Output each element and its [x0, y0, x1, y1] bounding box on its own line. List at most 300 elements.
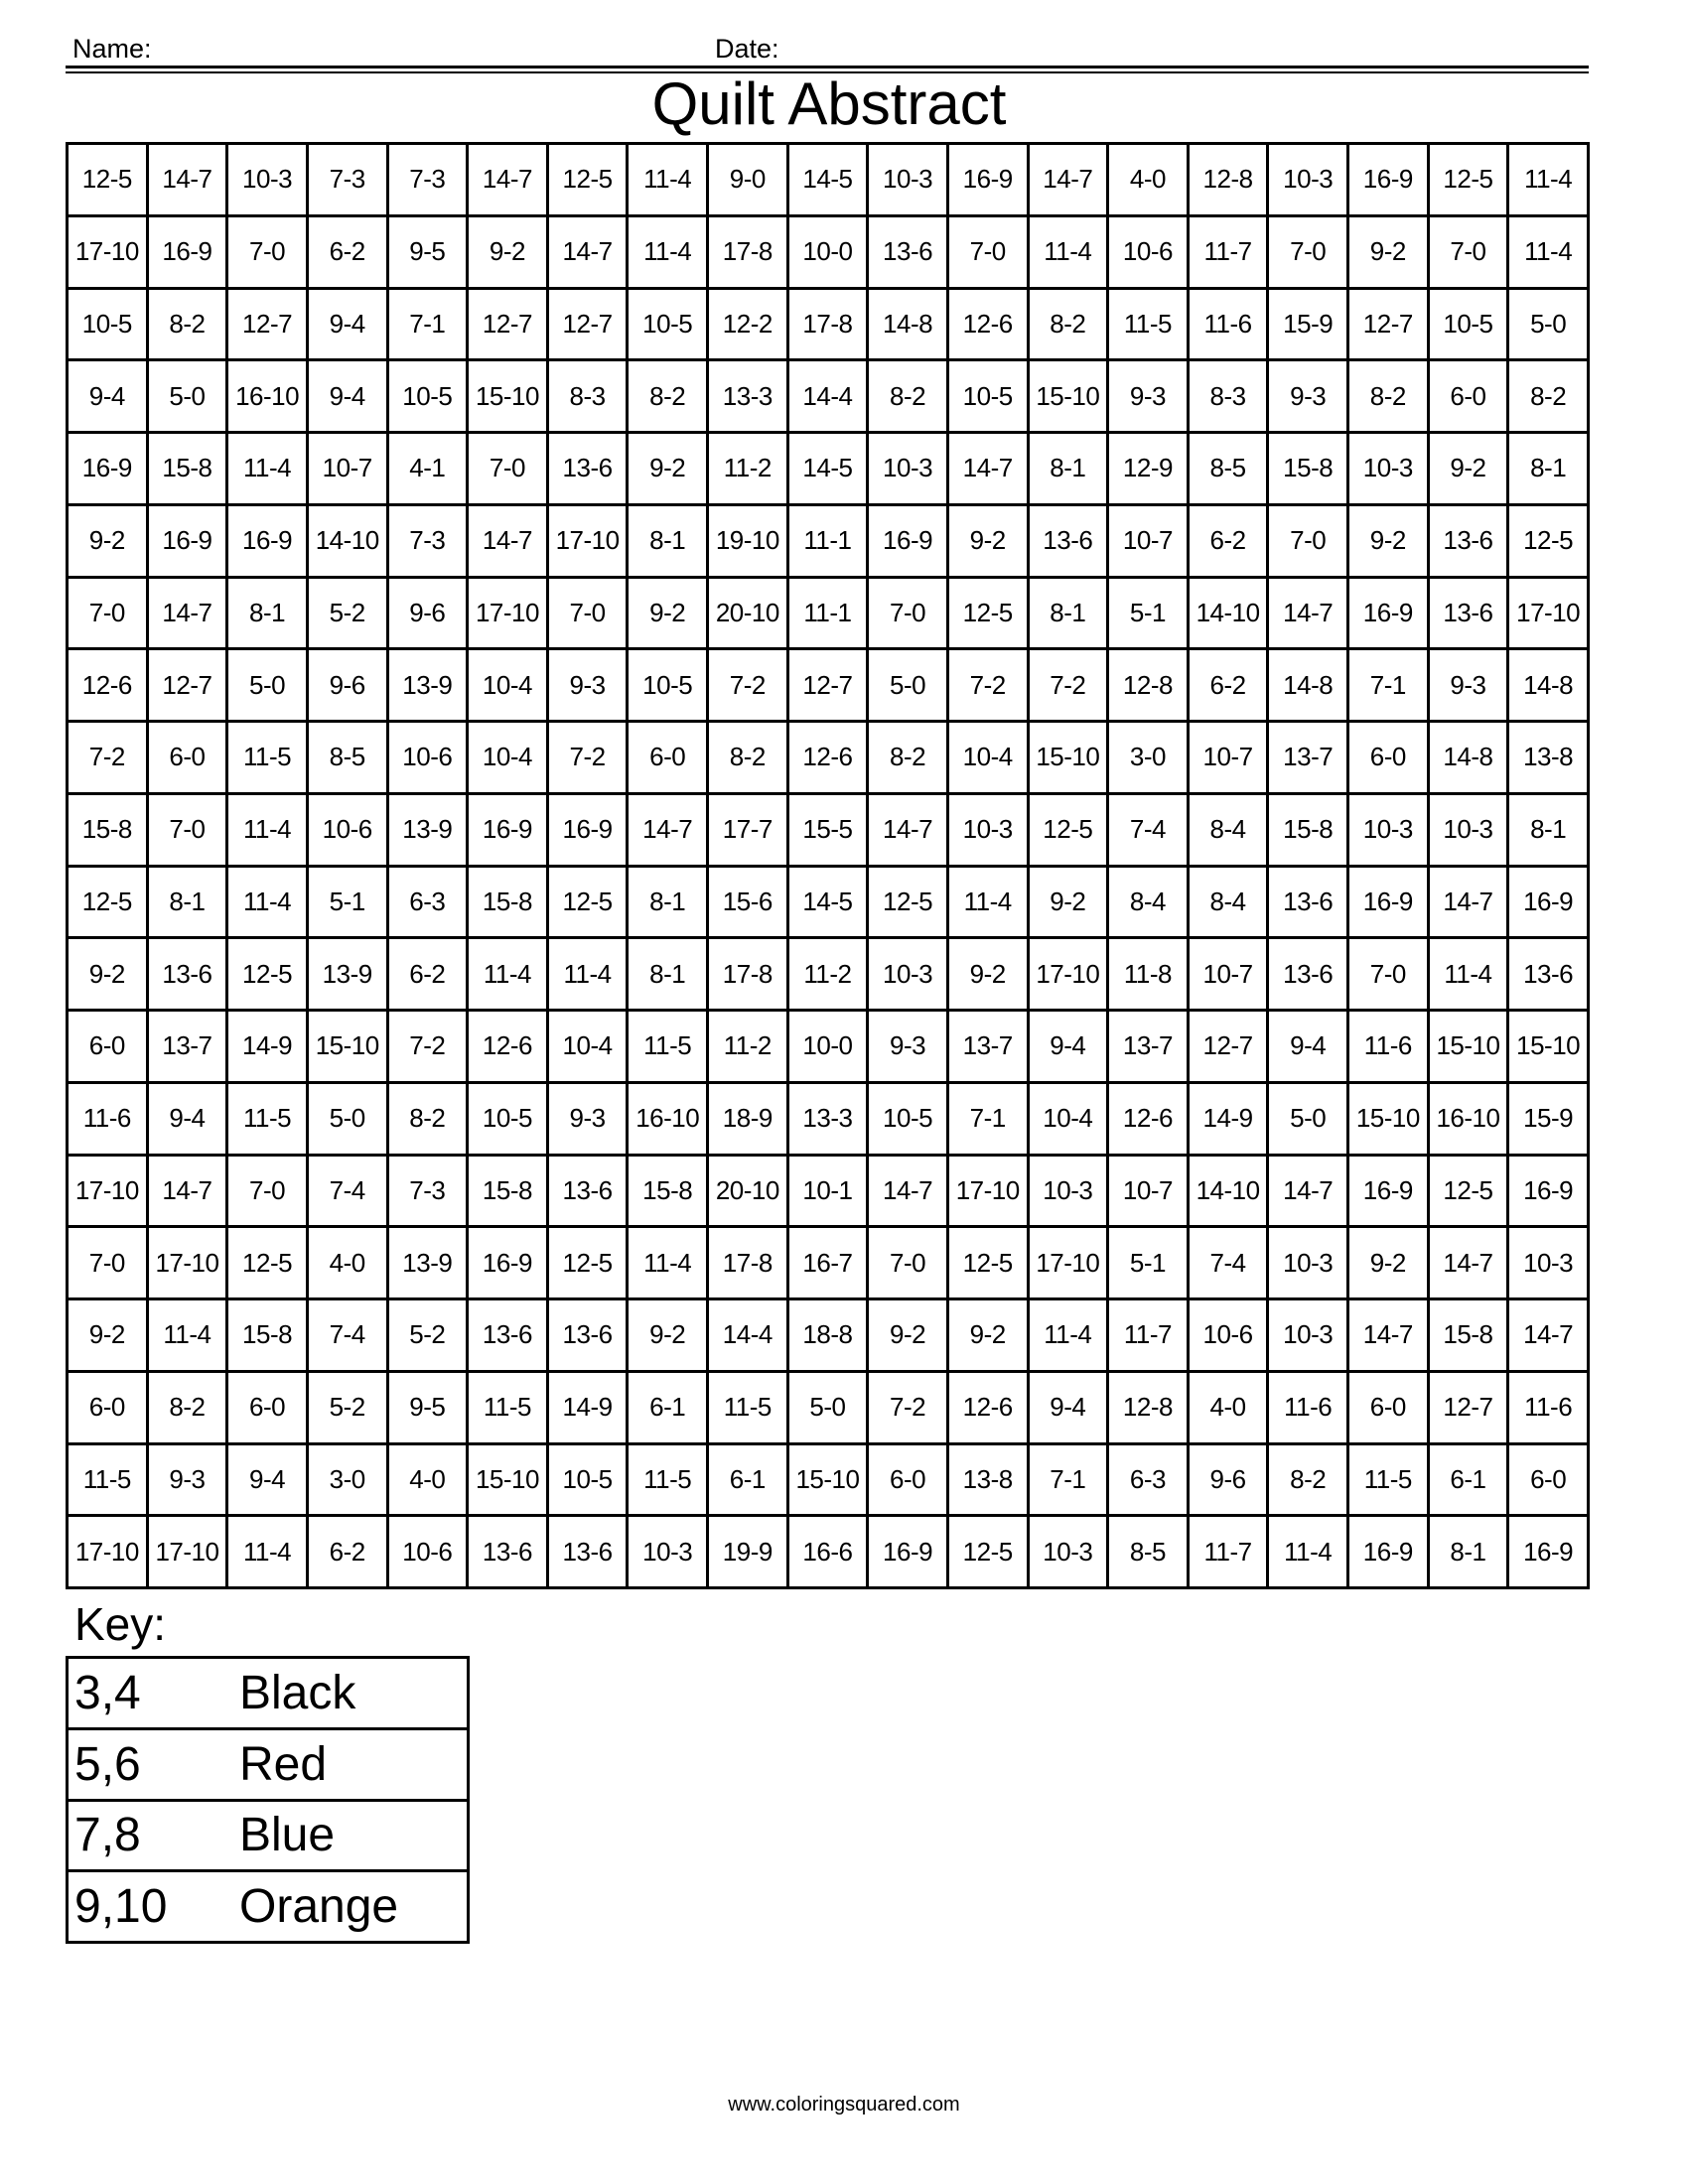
grid-cell[interactable]: 16-10	[628, 1082, 708, 1155]
grid-cell[interactable]: 14-7	[147, 144, 227, 216]
grid-cell[interactable]: 16-9	[468, 793, 548, 866]
grid-cell[interactable]: 9-2	[628, 1299, 708, 1372]
grid-cell[interactable]: 15-8	[227, 1299, 308, 1372]
grid-cell[interactable]: 6-1	[628, 1371, 708, 1443]
grid-cell[interactable]: 14-5	[787, 433, 868, 505]
grid-cell[interactable]: 11-4	[1508, 144, 1589, 216]
grid-cell[interactable]: 7-0	[227, 1155, 308, 1227]
grid-cell[interactable]: 7-0	[468, 433, 548, 505]
grid-cell[interactable]: 8-2	[1508, 360, 1589, 433]
grid-cell[interactable]: 13-3	[787, 1082, 868, 1155]
grid-cell[interactable]: 11-4	[1028, 215, 1108, 288]
grid-cell[interactable]: 9-2	[1028, 866, 1108, 938]
grid-cell[interactable]: 11-6	[1188, 288, 1268, 360]
grid-cell[interactable]: 7-3	[387, 1155, 468, 1227]
grid-cell[interactable]: 17-10	[68, 215, 148, 288]
grid-cell[interactable]: 11-5	[468, 1371, 548, 1443]
grid-cell[interactable]: 11-5	[628, 1443, 708, 1516]
grid-cell[interactable]: 14-7	[1348, 1299, 1429, 1372]
grid-cell[interactable]: 6-0	[1348, 722, 1429, 794]
grid-cell[interactable]: 9-3	[547, 1082, 628, 1155]
grid-cell[interactable]: 10-7	[1188, 938, 1268, 1011]
grid-cell[interactable]: 16-9	[547, 793, 628, 866]
grid-cell[interactable]: 7-2	[68, 722, 148, 794]
grid-cell[interactable]: 11-5	[227, 722, 308, 794]
grid-cell[interactable]: 11-4	[1028, 1299, 1108, 1372]
grid-cell[interactable]: 13-6	[1508, 938, 1589, 1011]
grid-cell[interactable]: 6-0	[1348, 1371, 1429, 1443]
grid-cell[interactable]: 5-0	[307, 1082, 387, 1155]
grid-cell[interactable]: 15-10	[1028, 360, 1108, 433]
grid-cell[interactable]: 6-0	[147, 722, 227, 794]
grid-cell[interactable]: 11-6	[1348, 1011, 1429, 1083]
grid-cell[interactable]: 9-4	[1268, 1011, 1348, 1083]
grid-cell[interactable]: 7-1	[947, 1082, 1028, 1155]
grid-cell[interactable]: 14-7	[947, 433, 1028, 505]
grid-cell[interactable]: 12-7	[227, 288, 308, 360]
grid-cell[interactable]: 12-8	[1188, 144, 1268, 216]
grid-cell[interactable]: 10-5	[947, 360, 1028, 433]
grid-cell[interactable]: 9-5	[387, 1371, 468, 1443]
grid-cell[interactable]: 8-2	[868, 360, 948, 433]
grid-cell[interactable]: 7-0	[147, 793, 227, 866]
grid-cell[interactable]: 8-5	[307, 722, 387, 794]
grid-cell[interactable]: 10-6	[387, 722, 468, 794]
grid-cell[interactable]: 15-10	[787, 1443, 868, 1516]
grid-cell[interactable]: 9-6	[1188, 1443, 1268, 1516]
grid-cell[interactable]: 9-3	[1268, 360, 1348, 433]
grid-cell[interactable]: 13-6	[1428, 577, 1508, 649]
grid-cell[interactable]: 17-10	[1028, 1227, 1108, 1299]
grid-cell[interactable]: 11-1	[787, 577, 868, 649]
grid-cell[interactable]: 14-7	[1028, 144, 1108, 216]
grid-cell[interactable]: 7-0	[868, 1227, 948, 1299]
grid-cell[interactable]: 7-2	[1028, 649, 1108, 722]
grid-cell[interactable]: 15-8	[468, 1155, 548, 1227]
grid-cell[interactable]: 6-3	[387, 866, 468, 938]
grid-cell[interactable]: 11-2	[787, 938, 868, 1011]
grid-cell[interactable]: 14-7	[147, 577, 227, 649]
grid-cell[interactable]: 8-3	[1188, 360, 1268, 433]
grid-cell[interactable]: 6-2	[307, 215, 387, 288]
grid-cell[interactable]: 9-2	[468, 215, 548, 288]
grid-cell[interactable]: 14-8	[868, 288, 948, 360]
grid-cell[interactable]: 7-1	[387, 288, 468, 360]
grid-cell[interactable]: 7-1	[1348, 649, 1429, 722]
grid-cell[interactable]: 10-7	[1108, 1155, 1189, 1227]
grid-cell[interactable]: 17-8	[708, 1227, 788, 1299]
grid-cell[interactable]: 10-3	[227, 144, 308, 216]
grid-cell[interactable]: 6-1	[1428, 1443, 1508, 1516]
grid-cell[interactable]: 19-10	[708, 504, 788, 577]
grid-cell[interactable]: 16-9	[1348, 866, 1429, 938]
grid-cell[interactable]: 6-0	[68, 1011, 148, 1083]
grid-cell[interactable]: 11-5	[628, 1011, 708, 1083]
grid-cell[interactable]: 14-7	[468, 144, 548, 216]
grid-cell[interactable]: 7-0	[1268, 504, 1348, 577]
grid-cell[interactable]: 12-7	[1348, 288, 1429, 360]
grid-cell[interactable]: 16-9	[147, 504, 227, 577]
grid-cell[interactable]: 9-2	[947, 504, 1028, 577]
grid-cell[interactable]: 13-7	[147, 1011, 227, 1083]
grid-cell[interactable]: 12-8	[1108, 1371, 1189, 1443]
grid-cell[interactable]: 8-1	[1428, 1516, 1508, 1588]
grid-cell[interactable]: 13-6	[468, 1299, 548, 1372]
grid-cell[interactable]: 3-0	[307, 1443, 387, 1516]
grid-cell[interactable]: 14-10	[1188, 577, 1268, 649]
grid-cell[interactable]: 16-9	[1348, 577, 1429, 649]
grid-cell[interactable]: 9-4	[1028, 1011, 1108, 1083]
grid-cell[interactable]: 12-5	[227, 1227, 308, 1299]
grid-cell[interactable]: 12-5	[547, 1227, 628, 1299]
grid-cell[interactable]: 10-5	[628, 649, 708, 722]
grid-cell[interactable]: 10-4	[1028, 1082, 1108, 1155]
grid-cell[interactable]: 13-6	[468, 1516, 548, 1588]
grid-cell[interactable]: 11-4	[227, 866, 308, 938]
grid-cell[interactable]: 8-4	[1188, 866, 1268, 938]
grid-cell[interactable]: 10-3	[868, 938, 948, 1011]
grid-cell[interactable]: 12-5	[68, 144, 148, 216]
grid-cell[interactable]: 8-5	[1108, 1516, 1189, 1588]
grid-cell[interactable]: 14-7	[1428, 1227, 1508, 1299]
grid-cell[interactable]: 6-1	[708, 1443, 788, 1516]
grid-cell[interactable]: 10-5	[1428, 288, 1508, 360]
grid-cell[interactable]: 15-8	[1428, 1299, 1508, 1372]
grid-cell[interactable]: 15-10	[1028, 722, 1108, 794]
grid-cell[interactable]: 7-0	[227, 215, 308, 288]
grid-cell[interactable]: 15-8	[628, 1155, 708, 1227]
grid-cell[interactable]: 9-2	[947, 938, 1028, 1011]
grid-cell[interactable]: 16-9	[147, 215, 227, 288]
grid-cell[interactable]: 17-10	[947, 1155, 1028, 1227]
grid-cell[interactable]: 17-10	[547, 504, 628, 577]
grid-cell[interactable]: 17-10	[147, 1516, 227, 1588]
grid-cell[interactable]: 4-0	[387, 1443, 468, 1516]
grid-cell[interactable]: 10-7	[1108, 504, 1189, 577]
grid-cell[interactable]: 11-6	[1508, 1371, 1589, 1443]
grid-cell[interactable]: 4-0	[307, 1227, 387, 1299]
grid-cell[interactable]: 8-2	[868, 722, 948, 794]
grid-cell[interactable]: 8-1	[227, 577, 308, 649]
grid-cell[interactable]: 9-2	[868, 1299, 948, 1372]
grid-cell[interactable]: 9-2	[628, 433, 708, 505]
grid-cell[interactable]: 9-4	[1028, 1371, 1108, 1443]
grid-cell[interactable]: 11-4	[227, 433, 308, 505]
grid-cell[interactable]: 9-3	[147, 1443, 227, 1516]
grid-cell[interactable]: 10-3	[1428, 793, 1508, 866]
grid-cell[interactable]: 6-2	[307, 1516, 387, 1588]
grid-cell[interactable]: 13-6	[547, 1155, 628, 1227]
grid-cell[interactable]: 13-9	[307, 938, 387, 1011]
grid-cell[interactable]: 11-4	[147, 1299, 227, 1372]
grid-cell[interactable]: 10-3	[628, 1516, 708, 1588]
grid-cell[interactable]: 15-8	[147, 433, 227, 505]
grid-cell[interactable]: 7-3	[387, 144, 468, 216]
grid-cell[interactable]: 6-0	[227, 1371, 308, 1443]
grid-cell[interactable]: 11-4	[468, 938, 548, 1011]
grid-cell[interactable]: 5-0	[787, 1371, 868, 1443]
grid-cell[interactable]: 20-10	[708, 1155, 788, 1227]
grid-cell[interactable]: 12-6	[468, 1011, 548, 1083]
grid-cell[interactable]: 10-3	[1348, 793, 1429, 866]
grid-cell[interactable]: 11-6	[68, 1082, 148, 1155]
grid-cell[interactable]: 9-2	[68, 938, 148, 1011]
grid-cell[interactable]: 10-7	[307, 433, 387, 505]
grid-cell[interactable]: 13-6	[147, 938, 227, 1011]
grid-cell[interactable]: 14-8	[1268, 649, 1348, 722]
grid-cell[interactable]: 14-7	[147, 1155, 227, 1227]
grid-cell[interactable]: 5-2	[387, 1299, 468, 1372]
grid-cell[interactable]: 8-1	[147, 866, 227, 938]
grid-cell[interactable]: 14-7	[1268, 1155, 1348, 1227]
grid-cell[interactable]: 13-9	[387, 1227, 468, 1299]
grid-cell[interactable]: 11-4	[1508, 215, 1589, 288]
grid-cell[interactable]: 13-7	[1108, 1011, 1189, 1083]
grid-cell[interactable]: 14-7	[868, 793, 948, 866]
grid-cell[interactable]: 16-9	[1348, 1516, 1429, 1588]
grid-cell[interactable]: 13-7	[1268, 722, 1348, 794]
grid-cell[interactable]: 17-8	[787, 288, 868, 360]
grid-cell[interactable]: 13-6	[1028, 504, 1108, 577]
grid-cell[interactable]: 12-8	[1108, 649, 1189, 722]
grid-cell[interactable]: 6-0	[868, 1443, 948, 1516]
grid-cell[interactable]: 14-9	[1188, 1082, 1268, 1155]
grid-cell[interactable]: 10-4	[468, 722, 548, 794]
grid-cell[interactable]: 7-3	[387, 504, 468, 577]
grid-cell[interactable]: 13-7	[947, 1011, 1028, 1083]
grid-cell[interactable]: 8-1	[628, 938, 708, 1011]
grid-cell[interactable]: 16-9	[227, 504, 308, 577]
grid-cell[interactable]: 10-4	[468, 649, 548, 722]
grid-cell[interactable]: 13-6	[1268, 866, 1348, 938]
grid-cell[interactable]: 10-6	[1188, 1299, 1268, 1372]
grid-cell[interactable]: 10-6	[387, 1516, 468, 1588]
grid-cell[interactable]: 11-8	[1108, 938, 1189, 1011]
grid-cell[interactable]: 12-6	[787, 722, 868, 794]
grid-cell[interactable]: 9-3	[547, 649, 628, 722]
grid-cell[interactable]: 10-3	[1028, 1155, 1108, 1227]
grid-cell[interactable]: 12-5	[947, 1516, 1028, 1588]
grid-cell[interactable]: 10-5	[68, 288, 148, 360]
grid-cell[interactable]: 15-10	[307, 1011, 387, 1083]
grid-cell[interactable]: 15-10	[1348, 1082, 1429, 1155]
grid-cell[interactable]: 9-3	[1428, 649, 1508, 722]
grid-cell[interactable]: 6-0	[628, 722, 708, 794]
grid-cell[interactable]: 17-10	[68, 1516, 148, 1588]
grid-cell[interactable]: 10-5	[868, 1082, 948, 1155]
grid-cell[interactable]: 14-7	[868, 1155, 948, 1227]
grid-cell[interactable]: 14-10	[307, 504, 387, 577]
grid-cell[interactable]: 14-8	[1508, 649, 1589, 722]
grid-cell[interactable]: 3-0	[1108, 722, 1189, 794]
grid-cell[interactable]: 14-9	[227, 1011, 308, 1083]
grid-cell[interactable]: 6-0	[68, 1371, 148, 1443]
grid-cell[interactable]: 13-6	[547, 433, 628, 505]
grid-cell[interactable]: 10-3	[1268, 144, 1348, 216]
grid-cell[interactable]: 15-10	[1508, 1011, 1589, 1083]
grid-cell[interactable]: 9-6	[307, 649, 387, 722]
grid-cell[interactable]: 10-3	[947, 793, 1028, 866]
grid-cell[interactable]: 11-1	[787, 504, 868, 577]
grid-cell[interactable]: 8-1	[1028, 577, 1108, 649]
grid-cell[interactable]: 14-7	[1428, 866, 1508, 938]
grid-cell[interactable]: 10-4	[547, 1011, 628, 1083]
grid-cell[interactable]: 11-4	[628, 215, 708, 288]
grid-cell[interactable]: 7-0	[68, 577, 148, 649]
grid-cell[interactable]: 10-0	[787, 1011, 868, 1083]
grid-cell[interactable]: 9-2	[1348, 215, 1429, 288]
grid-cell[interactable]: 7-2	[547, 722, 628, 794]
grid-cell[interactable]: 16-9	[68, 433, 148, 505]
grid-cell[interactable]: 12-5	[227, 938, 308, 1011]
grid-cell[interactable]: 12-7	[547, 288, 628, 360]
grid-cell[interactable]: 6-2	[1188, 649, 1268, 722]
grid-cell[interactable]: 4-1	[387, 433, 468, 505]
grid-cell[interactable]: 9-3	[1108, 360, 1189, 433]
grid-cell[interactable]: 5-0	[147, 360, 227, 433]
grid-cell[interactable]: 13-6	[547, 1299, 628, 1372]
grid-cell[interactable]: 12-7	[147, 649, 227, 722]
grid-cell[interactable]: 12-7	[787, 649, 868, 722]
grid-cell[interactable]: 11-4	[227, 1516, 308, 1588]
grid-cell[interactable]: 11-7	[1188, 1516, 1268, 1588]
grid-cell[interactable]: 10-5	[628, 288, 708, 360]
grid-cell[interactable]: 12-7	[1428, 1371, 1508, 1443]
grid-cell[interactable]: 15-8	[1268, 433, 1348, 505]
grid-cell[interactable]: 8-4	[1188, 793, 1268, 866]
grid-cell[interactable]: 12-6	[68, 649, 148, 722]
grid-cell[interactable]: 9-2	[1348, 504, 1429, 577]
grid-cell[interactable]: 11-4	[547, 938, 628, 1011]
grid-cell[interactable]: 7-0	[868, 577, 948, 649]
grid-cell[interactable]: 17-10	[147, 1227, 227, 1299]
grid-cell[interactable]: 4-0	[1188, 1371, 1268, 1443]
grid-cell[interactable]: 8-2	[708, 722, 788, 794]
grid-cell[interactable]: 6-2	[387, 938, 468, 1011]
grid-cell[interactable]: 5-0	[868, 649, 948, 722]
grid-cell[interactable]: 10-3	[1268, 1299, 1348, 1372]
grid-cell[interactable]: 5-1	[1108, 1227, 1189, 1299]
grid-cell[interactable]: 15-5	[787, 793, 868, 866]
grid-cell[interactable]: 15-9	[1508, 1082, 1589, 1155]
grid-cell[interactable]: 13-3	[708, 360, 788, 433]
grid-cell[interactable]: 7-4	[307, 1155, 387, 1227]
grid-cell[interactable]: 9-4	[147, 1082, 227, 1155]
grid-cell[interactable]: 7-2	[947, 649, 1028, 722]
grid-cell[interactable]: 16-9	[1508, 1516, 1589, 1588]
grid-cell[interactable]: 5-0	[227, 649, 308, 722]
grid-cell[interactable]: 8-1	[628, 504, 708, 577]
grid-cell[interactable]: 19-9	[708, 1516, 788, 1588]
grid-cell[interactable]: 13-6	[1268, 938, 1348, 1011]
grid-cell[interactable]: 16-9	[947, 144, 1028, 216]
grid-cell[interactable]: 12-6	[947, 1371, 1028, 1443]
grid-cell[interactable]: 6-2	[1188, 504, 1268, 577]
grid-cell[interactable]: 11-6	[1268, 1371, 1348, 1443]
grid-cell[interactable]: 9-4	[68, 360, 148, 433]
grid-cell[interactable]: 6-3	[1108, 1443, 1189, 1516]
grid-cell[interactable]: 7-2	[387, 1011, 468, 1083]
grid-cell[interactable]: 12-9	[1108, 433, 1189, 505]
grid-cell[interactable]: 7-3	[307, 144, 387, 216]
grid-cell[interactable]: 7-4	[1108, 793, 1189, 866]
grid-cell[interactable]: 8-2	[147, 288, 227, 360]
grid-cell[interactable]: 11-5	[1108, 288, 1189, 360]
grid-cell[interactable]: 10-3	[1028, 1516, 1108, 1588]
grid-cell[interactable]: 16-9	[468, 1227, 548, 1299]
grid-cell[interactable]: 15-8	[68, 793, 148, 866]
grid-cell[interactable]: 13-8	[1508, 722, 1589, 794]
grid-cell[interactable]: 10-3	[1348, 433, 1429, 505]
grid-cell[interactable]: 11-4	[227, 793, 308, 866]
grid-cell[interactable]: 8-3	[547, 360, 628, 433]
grid-cell[interactable]: 5-2	[307, 1371, 387, 1443]
grid-cell[interactable]: 8-4	[1108, 866, 1189, 938]
grid-cell[interactable]: 10-4	[947, 722, 1028, 794]
grid-cell[interactable]: 7-0	[68, 1227, 148, 1299]
grid-cell[interactable]: 9-4	[227, 1443, 308, 1516]
grid-cell[interactable]: 12-5	[1428, 1155, 1508, 1227]
grid-cell[interactable]: 10-0	[787, 215, 868, 288]
grid-cell[interactable]: 17-10	[1508, 577, 1589, 649]
grid-cell[interactable]: 7-0	[1348, 938, 1429, 1011]
grid-cell[interactable]: 11-4	[628, 1227, 708, 1299]
grid-cell[interactable]: 5-1	[1108, 577, 1189, 649]
grid-cell[interactable]: 15-8	[1268, 793, 1348, 866]
grid-cell[interactable]: 12-2	[708, 288, 788, 360]
grid-cell[interactable]: 9-3	[868, 1011, 948, 1083]
grid-cell[interactable]: 9-2	[1348, 1227, 1429, 1299]
grid-cell[interactable]: 9-5	[387, 215, 468, 288]
grid-cell[interactable]: 12-5	[1428, 144, 1508, 216]
grid-cell[interactable]: 7-4	[307, 1299, 387, 1372]
grid-cell[interactable]: 10-5	[547, 1443, 628, 1516]
grid-cell[interactable]: 11-7	[1108, 1299, 1189, 1372]
grid-cell[interactable]: 5-1	[307, 866, 387, 938]
grid-cell[interactable]: 17-10	[468, 577, 548, 649]
grid-cell[interactable]: 12-7	[468, 288, 548, 360]
grid-cell[interactable]: 18-9	[708, 1082, 788, 1155]
grid-cell[interactable]: 7-1	[1028, 1443, 1108, 1516]
grid-cell[interactable]: 15-6	[708, 866, 788, 938]
grid-cell[interactable]: 11-5	[708, 1371, 788, 1443]
grid-cell[interactable]: 9-2	[947, 1299, 1028, 1372]
grid-cell[interactable]: 14-4	[708, 1299, 788, 1372]
grid-cell[interactable]: 12-7	[1188, 1011, 1268, 1083]
grid-cell[interactable]: 11-7	[1188, 215, 1268, 288]
grid-cell[interactable]: 16-7	[787, 1227, 868, 1299]
grid-cell[interactable]: 16-10	[1428, 1082, 1508, 1155]
grid-cell[interactable]: 13-6	[1428, 504, 1508, 577]
grid-cell[interactable]: 12-5	[68, 866, 148, 938]
grid-cell[interactable]: 13-8	[947, 1443, 1028, 1516]
grid-cell[interactable]: 14-7	[1268, 577, 1348, 649]
grid-cell[interactable]: 16-9	[1508, 866, 1589, 938]
grid-cell[interactable]: 11-5	[1348, 1443, 1429, 1516]
grid-cell[interactable]: 8-2	[387, 1082, 468, 1155]
grid-cell[interactable]: 7-0	[947, 215, 1028, 288]
grid-cell[interactable]: 15-10	[1428, 1011, 1508, 1083]
grid-cell[interactable]: 8-1	[1508, 433, 1589, 505]
grid-cell[interactable]: 17-7	[708, 793, 788, 866]
grid-cell[interactable]: 17-10	[68, 1155, 148, 1227]
grid-cell[interactable]: 12-5	[1508, 504, 1589, 577]
grid-cell[interactable]: 6-0	[1508, 1443, 1589, 1516]
grid-cell[interactable]: 8-2	[147, 1371, 227, 1443]
grid-cell[interactable]: 8-1	[1508, 793, 1589, 866]
grid-cell[interactable]: 10-5	[468, 1082, 548, 1155]
grid-cell[interactable]: 11-4	[1268, 1516, 1348, 1588]
